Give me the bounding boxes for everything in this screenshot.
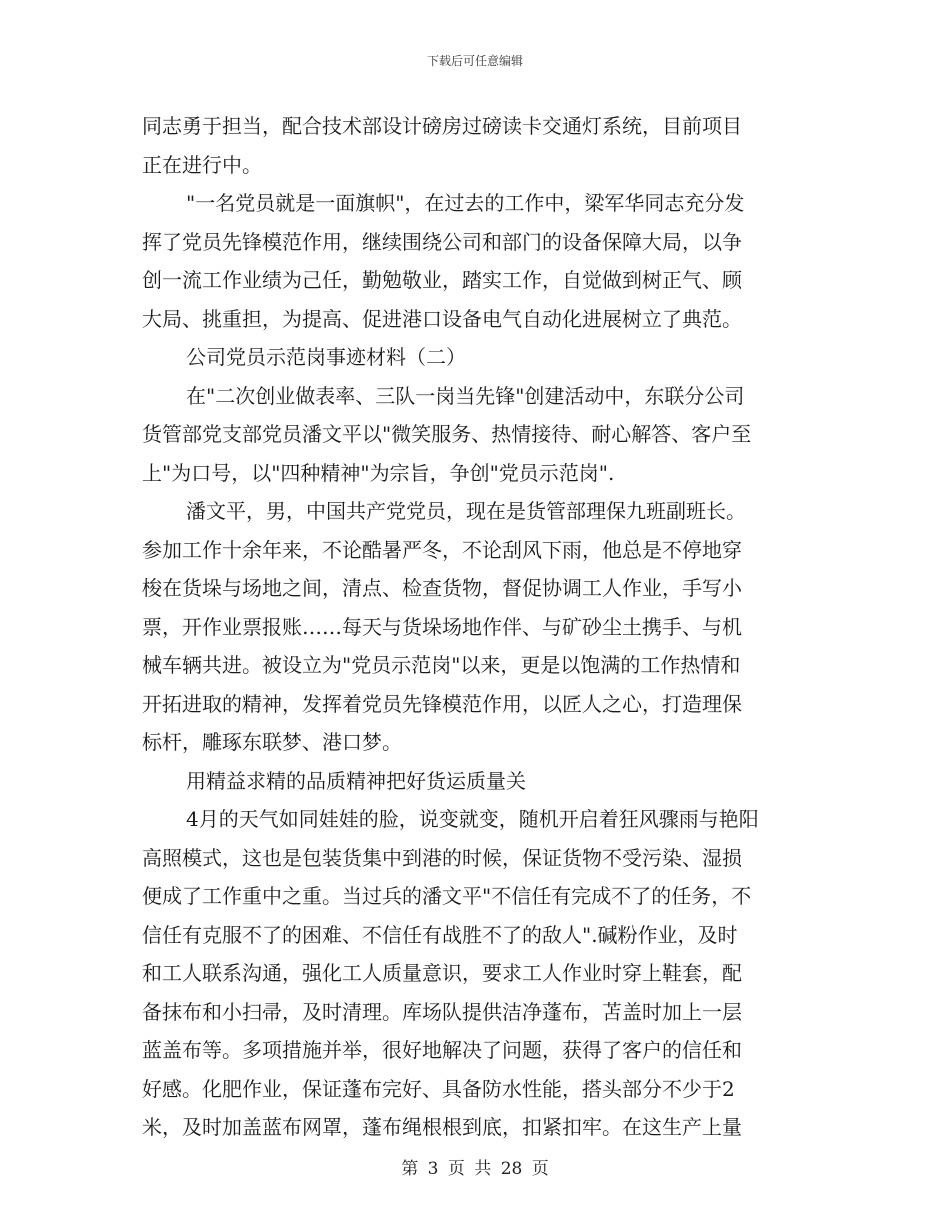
document-body	[142, 107, 804, 1147]
paragraph-line: 高照模式，这也是包装货集中到港的时候，保证货物不受污染、湿损	[142, 845, 742, 870]
paragraph-line: 票，开作业票报账……每天与货垛场地作伴、与矿砂尘土携手、与机	[142, 614, 742, 639]
paragraph-line: 上"为口号，以"四种精神"为宗旨，争创"党员示范岗".	[142, 460, 615, 485]
paragraph-line: 标杆，雕琢东联梦、港口梦。	[142, 730, 402, 754]
paragraph-line: 同志勇于担当，配合技术部设计磅房过磅读卡交通灯系统，目前项目	[142, 114, 742, 138]
paragraph-line: 创一流工作业绩为己任，勤勉敬业，踏实工作，自觉做到树正气、顾	[142, 268, 742, 292]
paragraph-line: 和工人联系沟通，强化工人质量意识，要求工人作业时穿上鞋套，配	[142, 961, 742, 985]
paragraph-line: 米，及时加盖蓝布网罩，蓬布绳根根到底，扣紧扣牢。在这生产上量	[142, 1115, 742, 1139]
paragraph-line: 参加工作十余年来，不论酷暑严冬，不论刮风下雨，他总是不停地穿	[142, 537, 742, 562]
paragraph-line: 正在进行中。	[142, 152, 262, 177]
paragraph-line: 信任有克服不了的困难、不信任有战胜不了的敌人".碱粉作业，及时	[142, 922, 738, 947]
paragraph-line: 大局、挑重担，为提高、促进港口设备电气自动化进展树立了典范。	[142, 306, 742, 331]
paragraph-line: 备抹布和小扫帚，及时清理。库场队提供洁净蓬布，苫盖时加上一层	[142, 999, 742, 1024]
section-heading: 用精益求精的品质精神把好货运质量关	[186, 768, 526, 793]
paragraph-line: 在"二次创业做表率、三队一岗当先锋"创建活动中，东联分公司	[186, 383, 745, 408]
paragraph-line: 梭在货垛与场地之间，清点、检查货物，督促协调工人作业，手写小	[142, 576, 742, 600]
section-heading: 公司党员示范岗事迹材料（二）	[186, 345, 466, 369]
paragraph-line: "一名党员就是一面旗帜"，在过去的工作中，梁军华同志充分发	[186, 191, 745, 215]
page-header: 下载后可任意编辑	[426, 54, 523, 68]
paragraph-line: 4月的天气如同娃娃的脸，说变就变，随机开启着狂风骤雨与艳阳	[186, 807, 759, 831]
paragraph-line: 好感。化肥作业，保证蓬布完好、具备防水性能，搭头部分不少于2	[142, 1076, 735, 1101]
paragraph-line: 蓝盖布等。多项措施并举，很好地解决了问题，获得了客户的信任和	[142, 1038, 742, 1062]
paragraph-line: 开拓进取的精神，发挥着党员先锋模范作用，以匠人之心，打造理保	[142, 691, 742, 716]
page-footer: 第 3 页 共 28 页	[401, 1159, 549, 1179]
paragraph-line: 潘文平，男，中国共产党党员，现在是货管部理保九班副班长。	[186, 499, 746, 523]
paragraph-line: 械车辆共进。被设立为"党员示范岗"以来，更是以饱满的工作热情和	[142, 653, 741, 677]
paragraph-line: 便成了工作重中之重。当过兵的潘文平"不信任有完成不了的任务，不	[142, 884, 752, 908]
paragraph-line: 货管部党支部党员潘文平以"微笑服务、热情接待、耐心解答、客户至	[142, 422, 752, 446]
paragraph-line: 挥了党员先锋模范作用，继续围绕公司和部门的设备保障大局，以争	[142, 229, 742, 254]
